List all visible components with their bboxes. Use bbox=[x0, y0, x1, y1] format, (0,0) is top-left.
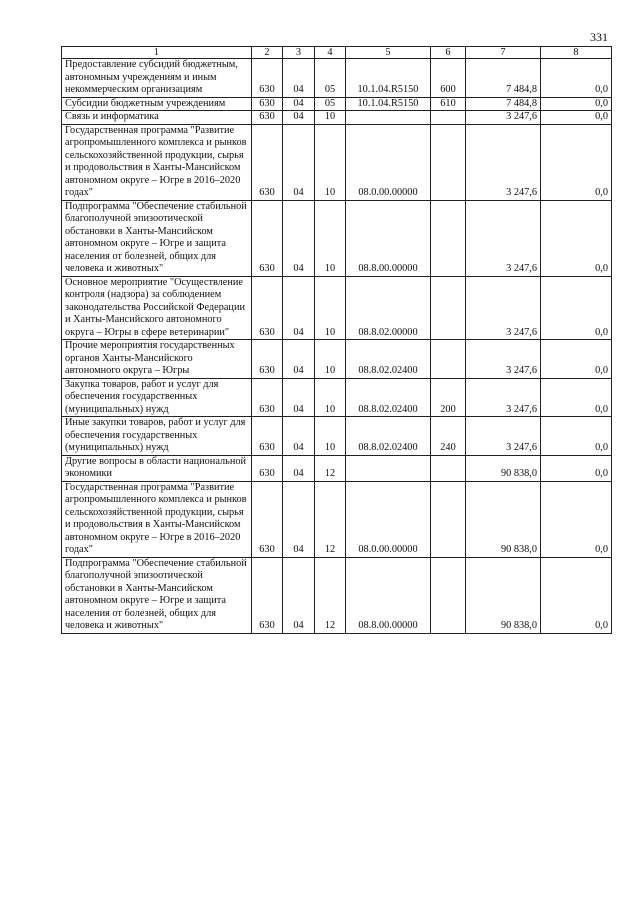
expense-type-code bbox=[431, 124, 466, 200]
amount: 90 838,0 bbox=[466, 481, 541, 557]
subsection-code: 10 bbox=[315, 340, 346, 379]
column-header: 6 bbox=[431, 47, 466, 59]
row-name: Предоставление субсидий бюджетным, автономным учреждениям и иным некоммерческим организациям bbox=[62, 59, 252, 98]
extra-amount: 0,0 bbox=[541, 378, 612, 417]
row-name: Иные закупки товаров, работ и услуг для обеспечения государственных (муниципальных) нужд bbox=[62, 417, 252, 456]
ministry-code: 630 bbox=[252, 417, 283, 456]
target-code: 08.8.02.02400 bbox=[346, 378, 431, 417]
ministry-code: 630 bbox=[252, 111, 283, 125]
subsection-code: 12 bbox=[315, 557, 346, 633]
extra-amount: 0,0 bbox=[541, 557, 612, 633]
expense-type-code bbox=[431, 455, 466, 481]
table-row bbox=[62, 481, 612, 557]
subsection-code: 12 bbox=[315, 481, 346, 557]
row-name: Государственная программа "Развитие агропромышленного комплекса и рынков сельскохозяйственной продукции, сырья и продовольствия в Ханты-Мансийском автономном округе – Югре в 2016–2020 годах" bbox=[62, 124, 252, 200]
ministry-code: 630 bbox=[252, 455, 283, 481]
budget-table bbox=[61, 46, 612, 634]
extra-amount: 0,0 bbox=[541, 481, 612, 557]
amount: 3 247,6 bbox=[466, 124, 541, 200]
ministry-code: 630 bbox=[252, 200, 283, 276]
amount: 3 247,6 bbox=[466, 340, 541, 379]
amount: 90 838,0 bbox=[466, 455, 541, 481]
ministry-code: 630 bbox=[252, 481, 283, 557]
section-code: 04 bbox=[283, 97, 315, 111]
section-code: 04 bbox=[283, 481, 315, 557]
ministry-code: 630 bbox=[252, 97, 283, 111]
extra-amount: 0,0 bbox=[541, 200, 612, 276]
subsection-code: 05 bbox=[315, 59, 346, 98]
expense-type-code: 200 bbox=[431, 378, 466, 417]
ministry-code: 630 bbox=[252, 59, 283, 98]
target-code bbox=[346, 455, 431, 481]
ministry-code: 630 bbox=[252, 276, 283, 340]
amount: 3 247,6 bbox=[466, 276, 541, 340]
column-header: 5 bbox=[346, 47, 431, 59]
row-name: Подпрограмма "Обеспечение стабильной благополучной эпизоотической обстановки в Ханты-Мансийском автономном округе – Югре и защита населения от болезней, общих для человека и животных" bbox=[62, 200, 252, 276]
target-code: 08.8.00.00000 bbox=[346, 200, 431, 276]
target-code: 08.8.00.00000 bbox=[346, 557, 431, 633]
section-code: 04 bbox=[283, 417, 315, 456]
section-code: 04 bbox=[283, 455, 315, 481]
ministry-code: 630 bbox=[252, 557, 283, 633]
expense-type-code bbox=[431, 557, 466, 633]
target-code: 10.1.04.R5150 bbox=[346, 97, 431, 111]
ministry-code: 630 bbox=[252, 378, 283, 417]
table-row bbox=[62, 200, 612, 276]
row-name: Основное мероприятие "Осуществление контроля (надзора) за соблюдением законодательства Российской Федерации и Ханты-Мансийского автономного округа – Югры в сфере ветеринарии" bbox=[62, 276, 252, 340]
column-header: 3 bbox=[283, 47, 315, 59]
target-code: 08.8.02.00000 bbox=[346, 276, 431, 340]
extra-amount: 0,0 bbox=[541, 276, 612, 340]
extra-amount: 0,0 bbox=[541, 59, 612, 98]
amount: 3 247,6 bbox=[466, 111, 541, 125]
table-row bbox=[62, 455, 612, 481]
amount: 90 838,0 bbox=[466, 557, 541, 633]
table-row bbox=[62, 124, 612, 200]
table-row bbox=[62, 417, 612, 456]
subsection-code: 05 bbox=[315, 97, 346, 111]
table-row bbox=[62, 378, 612, 417]
section-code: 04 bbox=[283, 276, 315, 340]
amount: 3 247,6 bbox=[466, 378, 541, 417]
column-header: 2 bbox=[252, 47, 283, 59]
amount: 7 484,8 bbox=[466, 97, 541, 111]
amount: 7 484,8 bbox=[466, 59, 541, 98]
expense-type-code bbox=[431, 111, 466, 125]
column-header: 7 bbox=[466, 47, 541, 59]
column-header: 1 bbox=[62, 47, 252, 59]
extra-amount: 0,0 bbox=[541, 111, 612, 125]
table-body bbox=[62, 59, 612, 634]
section-code: 04 bbox=[283, 111, 315, 125]
column-header: 8 bbox=[541, 47, 612, 59]
section-code: 04 bbox=[283, 340, 315, 379]
target-code: 08.0.00.00000 bbox=[346, 481, 431, 557]
table-row bbox=[62, 276, 612, 340]
row-name: Прочие мероприятия государственных органов Ханты-Мансийского автономного округа – Югры bbox=[62, 340, 252, 379]
extra-amount: 0,0 bbox=[541, 455, 612, 481]
target-code: 10.1.04.R5150 bbox=[346, 59, 431, 98]
expense-type-code bbox=[431, 481, 466, 557]
amount: 3 247,6 bbox=[466, 417, 541, 456]
row-name: Субсидии бюджетным учреждениям bbox=[62, 97, 252, 111]
column-header: 4 bbox=[315, 47, 346, 59]
expense-type-code: 610 bbox=[431, 97, 466, 111]
target-code bbox=[346, 111, 431, 125]
expense-type-code bbox=[431, 340, 466, 379]
extra-amount: 0,0 bbox=[541, 417, 612, 456]
row-name: Подпрограмма "Обеспечение стабильной благополучной эпизоотической обстановки в Ханты-Мансийском автономном округе – Югре и защита населения от болезней, общих для человека и животных" bbox=[62, 557, 252, 633]
subsection-code: 12 bbox=[315, 455, 346, 481]
subsection-code: 10 bbox=[315, 124, 346, 200]
expense-type-code: 240 bbox=[431, 417, 466, 456]
table-row bbox=[62, 340, 612, 379]
target-code: 08.8.02.02400 bbox=[346, 340, 431, 379]
extra-amount: 0,0 bbox=[541, 340, 612, 379]
ministry-code: 630 bbox=[252, 124, 283, 200]
table-row bbox=[62, 59, 612, 98]
target-code: 08.8.02.02400 bbox=[346, 417, 431, 456]
extra-amount: 0,0 bbox=[541, 124, 612, 200]
section-code: 04 bbox=[283, 200, 315, 276]
amount: 3 247,6 bbox=[466, 200, 541, 276]
row-name: Связь и информатика bbox=[62, 111, 252, 125]
subsection-code: 10 bbox=[315, 378, 346, 417]
subsection-code: 10 bbox=[315, 417, 346, 456]
subsection-code: 10 bbox=[315, 200, 346, 276]
header-row bbox=[62, 47, 612, 59]
row-name: Закупка товаров, работ и услуг для обеспечения государственных (муниципальных) нужд bbox=[62, 378, 252, 417]
expense-type-code bbox=[431, 276, 466, 340]
subsection-code: 10 bbox=[315, 276, 346, 340]
section-code: 04 bbox=[283, 557, 315, 633]
section-code: 04 bbox=[283, 378, 315, 417]
row-name: Другие вопросы в области национальной экономики bbox=[62, 455, 252, 481]
extra-amount: 0,0 bbox=[541, 97, 612, 111]
target-code: 08.0.00.00000 bbox=[346, 124, 431, 200]
expense-type-code bbox=[431, 200, 466, 276]
expense-type-code: 600 bbox=[431, 59, 466, 98]
row-name: Государственная программа "Развитие агропромышленного комплекса и рынков сельскохозяйственной продукции, сырья и продовольствия в Ханты-Мансийском автономном округе – Югре в 2016–2020 годах" bbox=[62, 481, 252, 557]
section-code: 04 bbox=[283, 59, 315, 98]
table-row bbox=[62, 557, 612, 633]
table-row bbox=[62, 111, 612, 125]
page-number: 331 bbox=[590, 30, 608, 44]
table-row bbox=[62, 97, 612, 111]
section-code: 04 bbox=[283, 124, 315, 200]
ministry-code: 630 bbox=[252, 340, 283, 379]
subsection-code: 10 bbox=[315, 111, 346, 125]
